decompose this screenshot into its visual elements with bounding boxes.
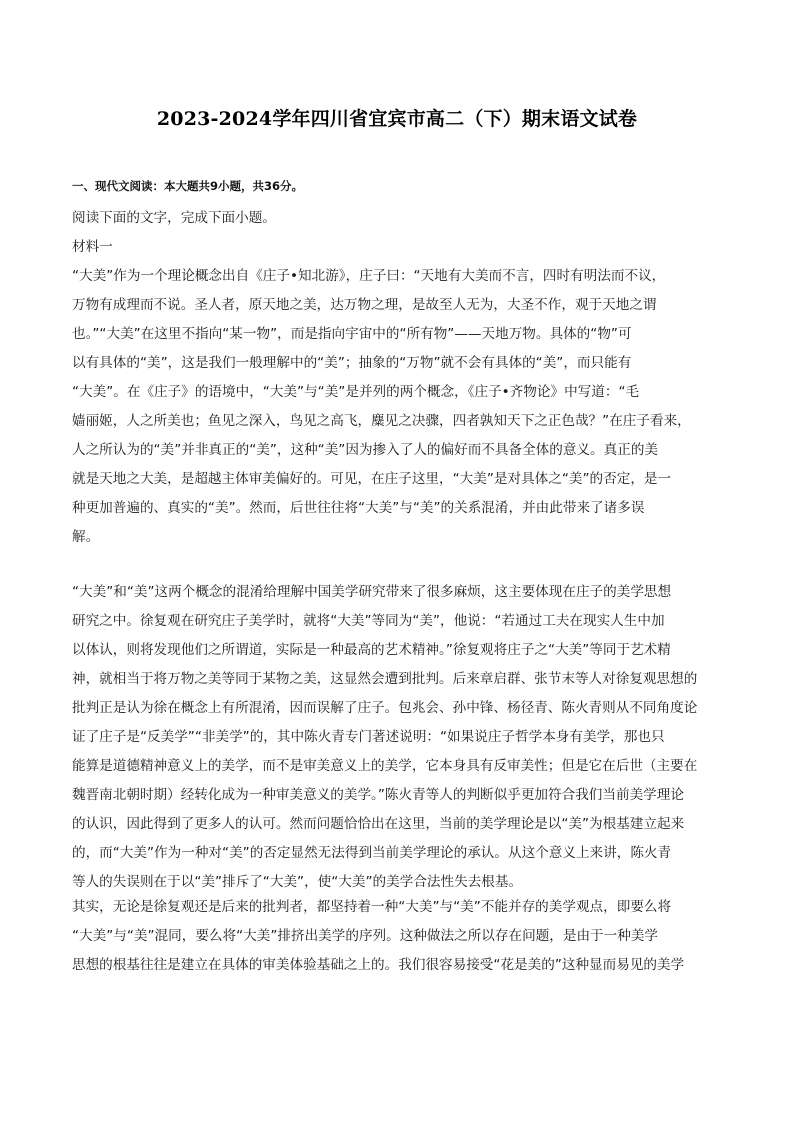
- paragraph-line: 的，而“大美”作为一种对“美”的否定显然无法得到当前美学理论的承认。从这个意义上来讲，陈火青: [72, 845, 672, 861]
- paragraph-line: 等人的失误则在于以“美”排斥了“大美”，使“大美”的美学合法性失去根基。: [72, 874, 523, 890]
- paragraph-line: 种更加普遍的、真实的“美”。然而，后世往往将“大美”与“美”的关系混淆，并由此带来了诸多误: [72, 500, 645, 516]
- paragraph-line: 也。”“大美”在这里不指向“某一物”，而是指向宇宙中的“所有物”——天地万物。具体的“物”可: [72, 326, 632, 342]
- exam-title: 2023-2024学年四川省宜宾市高二（下）期末语文试卷: [156, 108, 638, 130]
- paragraph-line: 魏晋南北朝时期）经转化成为一种审美意义的美学。”陈火青等人的判断似乎更加符合我们当前美学理论: [72, 787, 684, 803]
- paragraph-line: 能算是道德精神意义上的美学，而不是审美意义上的美学，它本身具有反审美性；但是它在后世（主要在: [72, 758, 698, 774]
- paragraph-line: 神，就相当于将万物之美等同于某物之美，这显然会遭到批判。后来章启群、张节末等人对徐复观思想的: [72, 671, 698, 687]
- paragraph-line: 嫱丽姬，人之所美也；鱼见之深入，鸟见之高飞，麋见之决骤，四者孰知天下之正色哉？”在庄子看来，: [72, 413, 691, 429]
- paragraph-line: 的认识，因此得到了更多人的认可。然而问题恰恰出在这里，当前的美学理论是以“美”为根基建立起来: [72, 816, 685, 832]
- paragraph-line: 思想的根基往往是建立在具体的审美体验基础之上的。我们很容易接受“花是美的”这种显而易见的美学: [72, 957, 685, 973]
- paragraph-line: 解。: [72, 529, 100, 545]
- paragraph-line: 批判正是认为徐在概念上有所混淆，因而误解了庄子。包兆会、孙中锋、杨径青、陈火青则从不同角度论: [72, 700, 698, 716]
- paragraph-line: 证了庄子是“反美学”“非美学”的，其中陈火青专门著述说明：“如果说庄子哲学本身有美学，那也只: [72, 729, 665, 745]
- paragraph-line: 就是天地之大美，是超越主体审美偏好的。可见，在庄子这里，“大美”是对具体之“美”的否定，是一: [72, 471, 672, 487]
- section-heading: 一、现代文阅读：本大题共9小题，共36分。: [72, 179, 304, 193]
- paragraph-line: 研究之中。徐复观在研究庄子美学时，就将“大美”等同为“美”，他说：“若通过工夫在现实人生中加: [72, 613, 665, 629]
- paragraph-2: [72, 578, 724, 897]
- paragraph-line: “大美”作为一个理论概念出自《庄子•知北游》，庄子曰：“天地有大美而不言，四时有明法而不议，: [72, 268, 666, 284]
- paragraph-line: “大美”。在《庄子》的语境中，“大美”与“美”是并列的两个概念，《庄子•齐物论》中写道：“毛: [72, 384, 640, 400]
- paragraph-line: 其实，无论是徐复观还是后来的批判者，都坚持着一种“大美”与“美”不能并存的美学观点，即要么将: [72, 899, 672, 915]
- paragraph-1: [72, 262, 724, 552]
- material-label: 材料一: [72, 239, 113, 255]
- paragraph-line: “大美”和“美”这两个概念的混淆给理解中国美学研究带来了很多麻烦，这主要体现在庄子的美学思想: [72, 584, 672, 600]
- paragraph-line: 以体认，则将发现他们之所谓道，实际是一种最高的艺术精神。”徐复观将庄子之“大美”等同于艺术精: [72, 642, 671, 658]
- paragraph-line: 万物有成理而不说。圣人者，原天地之美，达万物之理，是故至人无为，大圣不作，观于天地之谓: [72, 297, 657, 313]
- reading-instruction: 阅读下面的文字，完成下面小题。: [72, 210, 276, 226]
- paragraph-line: 以有具体的“美”，这是我们一般理解中的“美”；抽象的“万物”就不会有具体的“美”，而只能有: [72, 355, 632, 371]
- paragraph-3: [72, 893, 724, 980]
- paragraph-line: 人之所认为的“美”并非真正的“美”，这种“美”因为掺入了人的偏好而不具备全体的意义。真正的美: [72, 442, 659, 458]
- paragraph-line: “大美”与“美”混同，要么将“大美”排挤出美学的序列。这种做法之所以存在问题，是由于一种美学: [72, 928, 659, 944]
